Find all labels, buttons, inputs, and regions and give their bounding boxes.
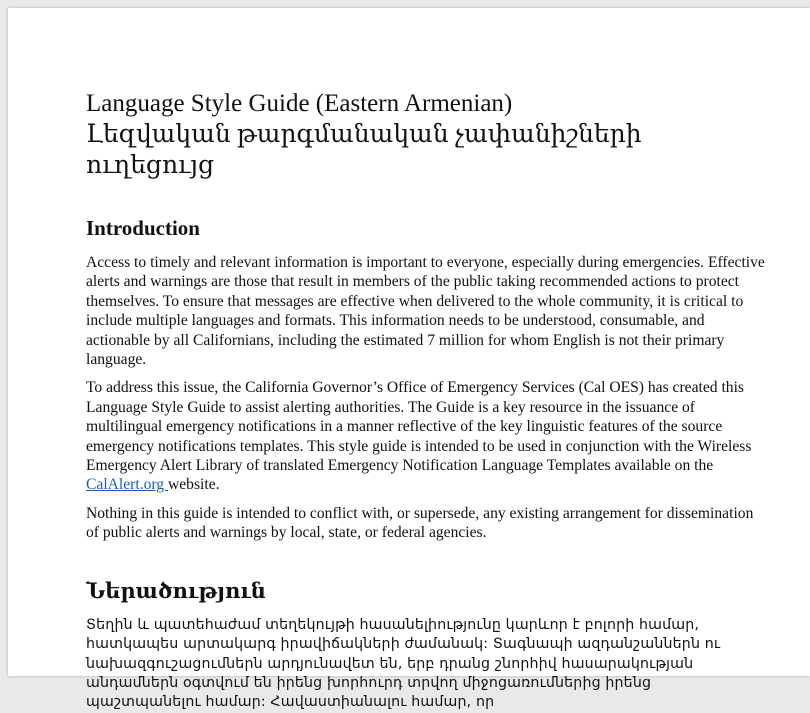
introduction-paragraph-2: [86, 378, 766, 494]
introduction-paragraph-3: Nothing in this guide is intended to conflict with, or supersede, any existing arrangement for dissemination of public alerts and warnings by local, state, or federal agencies.: [86, 504, 754, 542]
armenian-introduction-heading: Ներածություն: [86, 578, 266, 603]
introduction-paragraph-1: Access to timely and relevant information is important to everyone, especially during emergencies. Effective alerts and warnings are those that result in members of the public taking recommended actions to protect themselves. To ensure that messages are effective when delivered to the whole community, it is critical to include multiple languages and formats. This information needs to be understood, consumable, and actionable by all Californians, including the estimated 7 million for whom English is not their primary language.: [86, 254, 765, 369]
document-title-armenian: Լեզվական թարգմանական չափանիշների ուղեցույց: [86, 121, 642, 179]
document-page: [8, 8, 810, 711]
document-content: [86, 88, 766, 713]
calalert-link[interactable]: CalAlert.org: [86, 476, 168, 494]
introduction-heading: Introduction: [86, 216, 200, 240]
paragraph-2-text: To address this issue, the California Governor’s Office of Emergency Services (Cal OES) has created this Language Style Guide to assist alerting authorities. The Guide is a key resource in the issuance of multilingual emergency notifications in a manner reflective of the key linguistic features of the source emergency notifications templates. This style guide is intended to be used in conjunction with the Wireless Emergency Alert Library of translated Emergency Notification Language Templates available on the: [86, 379, 752, 475]
paragraph-2-tail: website.: [168, 476, 220, 494]
document-title-english: Language Style Guide (Eastern Armenian): [86, 90, 513, 117]
armenian-introduction-paragraph-1: Տեղին և պատեհաժամ տեղեկույթի հասանելիությունը կարևոր է բոլորի համար, հատկապես արտակարգ իրավիճակների ժամանակ: Տագնապի ազդանշաններն ու նախազգուշացումներն արդյունավետ են, երբ դրանց շնորհիվ հասարակության անդամներն օգտվում են իրենց խորհուրդ տրվող միջոցառումներից իրենց պաշտպանելու համար: Հավաստիանալու համար, որ: [86, 616, 721, 711]
